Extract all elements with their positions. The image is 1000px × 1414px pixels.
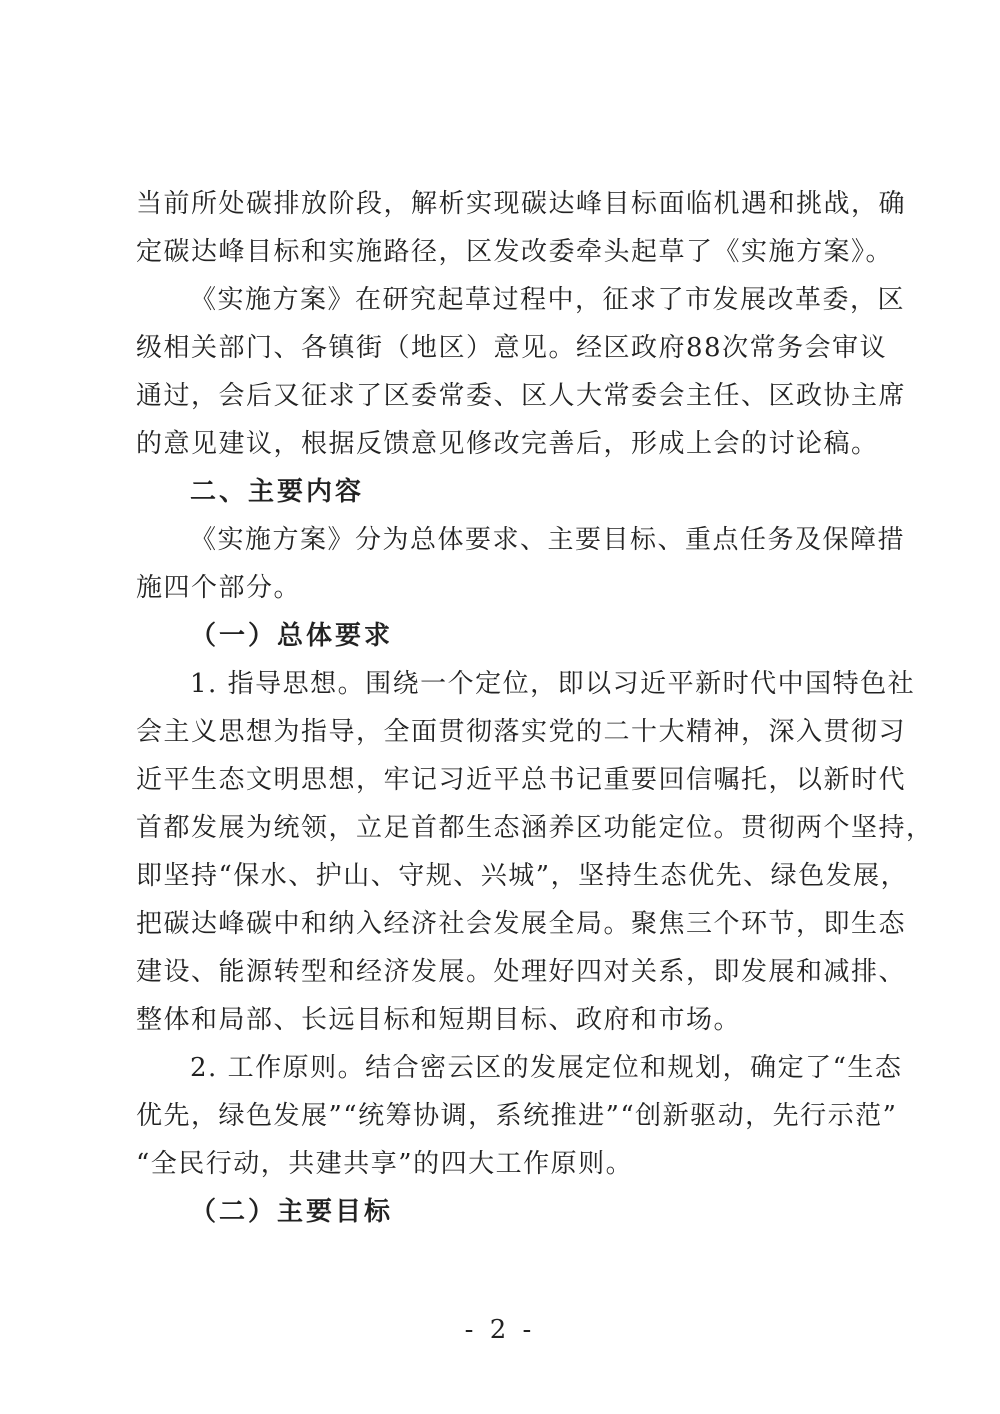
body-text-line: 级相关部门、各镇街（地区）意见。经区政府88次常务会审议 [136,333,888,363]
body-text-line: 2. 工作原则。结合密云区的发展定位和规划，确定了“生态 [190,1053,903,1083]
body-text-line: 1. 指导思想。围绕一个定位，即以习近平新时代中国特色社 [190,669,916,699]
subsection-heading: （一）总体要求 [190,621,394,651]
body-text-line: 通过，会后又征求了区委常委、区人大常委会主任、区政协主席 [136,381,907,411]
body-text-line: 《实施方案》在研究起草过程中，征求了市发展改革委，区 [190,285,906,315]
body-text-line: 当前所处碳排放阶段，解析实现碳达峰目标面临机遇和挑战，确 [136,189,907,219]
body-text-line: 建设、能源转型和经济发展。处理好四对关系，即发展和减排、 [136,957,907,987]
body-text-line: 即坚持“保水、护山、守规、兴城”，坚持生态优先、绿色发展， [136,861,909,891]
body-text-line: 《实施方案》分为总体要求、主要目标、重点任务及保障措 [190,525,906,555]
body-text-line: 定碳达峰目标和实施路径，区发改委牵头起草了《实施方案》。 [136,237,894,267]
body-text-line: 优先，绿色发展”“统筹协调，系统推进”“创新驱动，先行示范” [136,1101,898,1131]
body-text-line: 整体和局部、长远目标和短期目标、政府和市场。 [136,1005,742,1035]
subsection-heading: （二）主要目标 [190,1197,394,1227]
section-heading: 二、主要内容 [190,477,365,507]
body-text-line: 近平生态文明思想，牢记习近平总书记重要回信嘱托，以新时代 [136,765,907,795]
body-text-line: 施四个部分。 [136,573,302,603]
body-text-line: 的意见建议，根据反馈意见修改完善后，形成上会的讨论稿。 [136,429,879,459]
body-text-line: 首都发展为统领，立足首都生态涵养区功能定位。贯彻两个坚持， [136,813,934,843]
body-text-line: “全民行动，共建共享”的四大工作原则。 [136,1149,634,1179]
page-number: - 2 - [464,1315,536,1345]
body-text-line: 把碳达峰碳中和纳入经济社会发展全局。聚焦三个环节，即生态 [136,909,907,939]
body-text-line: 会主义思想为指导，全面贯彻落实党的二十大精神，深入贯彻习 [136,717,907,747]
